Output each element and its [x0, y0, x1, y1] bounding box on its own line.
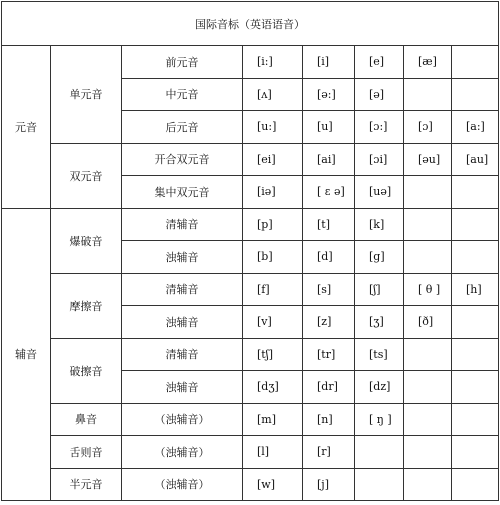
table-row	[2, 143, 499, 176]
symbol-cell	[404, 78, 452, 111]
subcategory-voiced: 浊辅音	[122, 371, 243, 404]
symbol-cell: [ɔi]	[355, 143, 404, 176]
symbol-cell: [z]	[303, 306, 355, 339]
subcategory-front-vowels: 前元音	[122, 46, 243, 79]
symbol-cell	[452, 306, 499, 339]
symbol-cell	[452, 46, 499, 79]
symbol-cell	[452, 176, 499, 209]
symbol-cell	[355, 436, 404, 469]
category-fricatives: 摩擦音	[51, 273, 122, 338]
symbol-cell: [ei]	[243, 143, 303, 176]
symbol-cell: [g]	[355, 241, 404, 274]
subcategory-voiceless: 清辅音	[122, 338, 243, 371]
symbol-cell: [dr]	[303, 371, 355, 404]
subcategory-centering-diphthongs: 集中双元音	[122, 176, 243, 209]
symbol-cell	[452, 436, 499, 469]
category-diphthongs: 双元音	[51, 143, 122, 208]
symbol-cell: [ ŋ ]	[355, 403, 404, 436]
symbol-cell: [s]	[303, 273, 355, 306]
subcategory-back-vowels: 后元音	[122, 111, 243, 144]
group-vowels: 元音	[2, 46, 51, 209]
category-monophthongs: 单元音	[51, 46, 122, 144]
symbol-cell: [u:]	[243, 111, 303, 144]
subcategory-voiced: 浊辅音	[122, 241, 243, 274]
symbol-cell: [ θ ]	[404, 273, 452, 306]
symbol-cell	[452, 403, 499, 436]
subcategory-voiced: （浊辅音）	[122, 468, 243, 501]
symbol-cell: [ə]	[355, 78, 404, 111]
symbol-cell: [v]	[243, 306, 303, 339]
category-semivowels: 半元音	[51, 468, 122, 501]
symbol-cell: [ʌ]	[243, 78, 303, 111]
symbol-cell	[452, 468, 499, 501]
symbol-cell: [ai]	[303, 143, 355, 176]
symbol-cell: [m]	[243, 403, 303, 436]
ipa-table	[1, 1, 499, 501]
symbol-cell: [tr]	[303, 338, 355, 371]
category-plosives: 爆破音	[51, 208, 122, 273]
symbol-cell: [ts]	[355, 338, 404, 371]
symbol-cell	[404, 403, 452, 436]
symbol-cell: [h]	[452, 273, 499, 306]
subcategory-voiceless: 清辅音	[122, 273, 243, 306]
symbol-cell	[452, 78, 499, 111]
symbol-cell	[404, 436, 452, 469]
symbol-cell: [ʃ]	[355, 273, 404, 306]
table-row	[2, 468, 499, 501]
symbol-cell	[452, 241, 499, 274]
symbol-cell: [ʒ]	[355, 306, 404, 339]
symbol-cell: [i]	[303, 46, 355, 79]
symbol-cell	[452, 338, 499, 371]
subcategory-closing-diphthongs: 开合双元音	[122, 143, 243, 176]
symbol-cell: [iə]	[243, 176, 303, 209]
symbol-cell: [e]	[355, 46, 404, 79]
symbol-cell: [w]	[243, 468, 303, 501]
symbol-cell: [uə]	[355, 176, 404, 209]
subcategory-voiced: （浊辅音）	[122, 403, 243, 436]
symbol-cell: [ð]	[404, 306, 452, 339]
symbol-cell: [p]	[243, 208, 303, 241]
symbol-cell	[404, 176, 452, 209]
symbol-cell: [əu]	[404, 143, 452, 176]
symbol-cell: [a:]	[452, 111, 499, 144]
symbol-cell: [f]	[243, 273, 303, 306]
symbol-cell: [d]	[303, 241, 355, 274]
symbol-cell	[404, 241, 452, 274]
symbol-cell: [dz]	[355, 371, 404, 404]
symbol-cell: [u]	[303, 111, 355, 144]
symbol-cell: [ɔ]	[404, 111, 452, 144]
category-laterals: 舌则音	[51, 436, 122, 469]
subcategory-voiced: （浊辅音）	[122, 436, 243, 469]
symbol-cell: [t]	[303, 208, 355, 241]
symbol-cell	[404, 208, 452, 241]
symbol-cell	[404, 468, 452, 501]
category-affricates: 破擦音	[51, 338, 122, 403]
symbol-cell	[404, 338, 452, 371]
table-row	[2, 208, 499, 241]
symbol-cell: [ə:]	[303, 78, 355, 111]
table-row	[2, 273, 499, 306]
symbol-cell: [dʒ]	[243, 371, 303, 404]
symbol-cell: [ ɛ ə]	[303, 176, 355, 209]
table-row	[2, 338, 499, 371]
symbol-cell: [n]	[303, 403, 355, 436]
group-consonants: 辅音	[2, 208, 51, 501]
symbol-cell: [j]	[303, 468, 355, 501]
symbol-cell: [b]	[243, 241, 303, 274]
subcategory-central-vowels: 中元音	[122, 78, 243, 111]
symbol-cell	[452, 371, 499, 404]
table-row	[2, 403, 499, 436]
symbol-cell	[452, 208, 499, 241]
symbol-cell	[355, 468, 404, 501]
table-row	[2, 436, 499, 469]
symbol-cell: [au]	[452, 143, 499, 176]
symbol-cell: [r]	[303, 436, 355, 469]
symbol-cell	[404, 371, 452, 404]
subcategory-voiced: 浊辅音	[122, 306, 243, 339]
table-row	[2, 46, 499, 79]
symbol-cell: [i:]	[243, 46, 303, 79]
symbol-cell: [k]	[355, 208, 404, 241]
table-title: 国际音标（英语语音）	[2, 2, 499, 46]
symbol-cell: [ɔ:]	[355, 111, 404, 144]
subcategory-voiceless: 清辅音	[122, 208, 243, 241]
symbol-cell: [æ]	[404, 46, 452, 79]
symbol-cell: [tʃ]	[243, 338, 303, 371]
symbol-cell: [l]	[243, 436, 303, 469]
category-nasals: 鼻音	[51, 403, 122, 436]
